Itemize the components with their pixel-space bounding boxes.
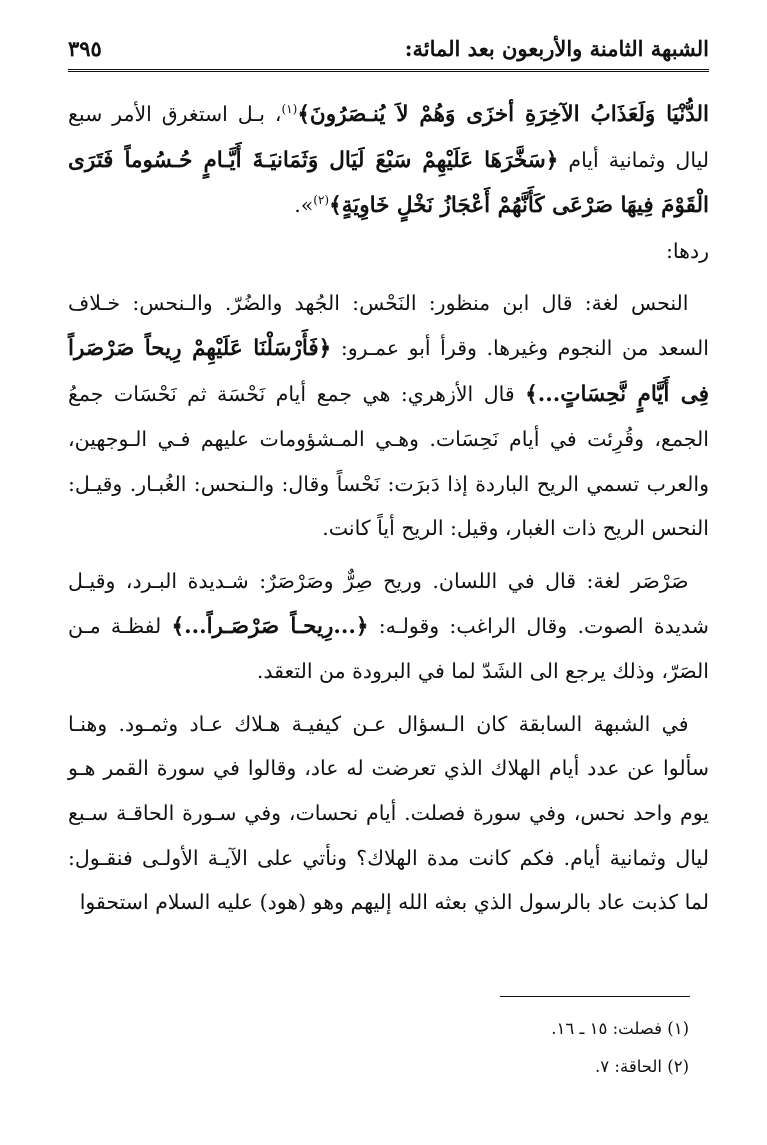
paragraph-sarsar bbox=[68, 559, 709, 694]
section-heading-radduha: ردها: bbox=[666, 238, 709, 263]
text-run: النحس لغة: قال ابن منظور: النَحْس: الجُهد والضُرّ. والـنحس: خـلاف السعد من النجوم وغيرها. وقرأ أبو عمـرو: bbox=[68, 291, 709, 360]
text-run: ، بـل استغرق الأمر سبع ليال وثمانية أيام bbox=[68, 102, 710, 172]
text-run: ». bbox=[294, 193, 314, 218]
quran-verse: ﴿فَأَرْسَلْنَا عَلَيْهِمْ رِيحاً صَرْصَراً فِى أَيَّامٍ نَّحِسَاتٍ...﴾ bbox=[68, 335, 709, 407]
quran-verse: ﴿سَخَّرَهَا عَلَيْهِمْ سَبْعَ لَيَال وَثَمَانيَـةَ أَيَّـامٍ حُـسُوماً فَتَرَى الْقَوْمَ فِيهَا صَرْعَى كَأَنَّهُمْ أَعْجَازُ نَخْلٍ خَاوِيَةٍ﴾ bbox=[68, 147, 709, 219]
page-header bbox=[68, 28, 709, 68]
text-run: في الشبهة السابقة كان الـسؤال عـن كيفيـة هـلاك عـاد وثمـود. وهنـا سألوا عن عدد أيام الهلاك الذي تعرضت له عاد، وقالوا في سورة القمر هـو يوم واحد نحس، وفي سورة فصلت. أيام نحسات، وفي سـورة الحاقـة سـبع ليال وثمانية أيام. فكم كانت مدة الهلاك؟ ونأتي على الآيـة الأولـى فنقـول: لما كذبت عاد بالرسول الذي بعثه الله إليهم وهو (هود) عليه السلام استحقوا bbox=[68, 711, 709, 915]
footnote-ref: (٢) bbox=[313, 193, 330, 208]
paragraph-previous-doubt bbox=[68, 702, 709, 925]
quran-bracket: ﴾ bbox=[297, 102, 310, 127]
footnotes bbox=[68, 1010, 689, 1086]
chapter-title: الشبهة الثامنة والأربعون بعد المائة: bbox=[404, 35, 709, 61]
page-number: ٣٩٥ bbox=[68, 35, 102, 61]
main-text bbox=[68, 92, 709, 925]
text-run: لفظـة مـن الصَرّ، وذلك يرجع الى الشَدّ لما في البرودة من التعقد. bbox=[68, 613, 709, 684]
text-run: قال الأزهري: هي جمع أيام نَحْسَة ثم نَحْسَات جمعُ الجمع، وقُرِئت في أيام نَحِسَات. وهـي المـشؤومات عليهم فـي الـوجهين، والعرب تسمي الريح الباردة إذا دَبرَت: نَحْساً وقال: والـنحس: الغُبـار. وقيـل: النحس الريح ذات الغبار، وقيل: الريح أياً كانت. bbox=[68, 381, 709, 541]
footnote-separator bbox=[500, 996, 690, 997]
paragraph-continuation bbox=[68, 92, 709, 229]
footnote-ref: (١) bbox=[281, 102, 298, 117]
text-run: صَرْصَر لغة: قال في اللسان. وريح صِرٌّ وصَرْصَرٌ: شـديدة البـرد، وقيـل شديدة الصوت. وقال الراغب: وقولـه: bbox=[68, 568, 709, 638]
paragraph-nahs bbox=[68, 281, 709, 551]
footnote-2: (٢) الحاقة: ٧. bbox=[595, 1057, 689, 1076]
header-double-rule bbox=[68, 69, 709, 72]
quran-verse: ﴿...رِيحـاً صَرْصَـراً...﴾ bbox=[171, 613, 369, 639]
footnote-1: (١) فصلت: ١٥ ـ ١٦. bbox=[551, 1019, 689, 1038]
quran-verse: الدُّنْيَا وَلَعَذَابُ الآخِرَةِ أخزَى وَهُمْ لاَ يُنـصَرُونَ bbox=[309, 102, 709, 127]
